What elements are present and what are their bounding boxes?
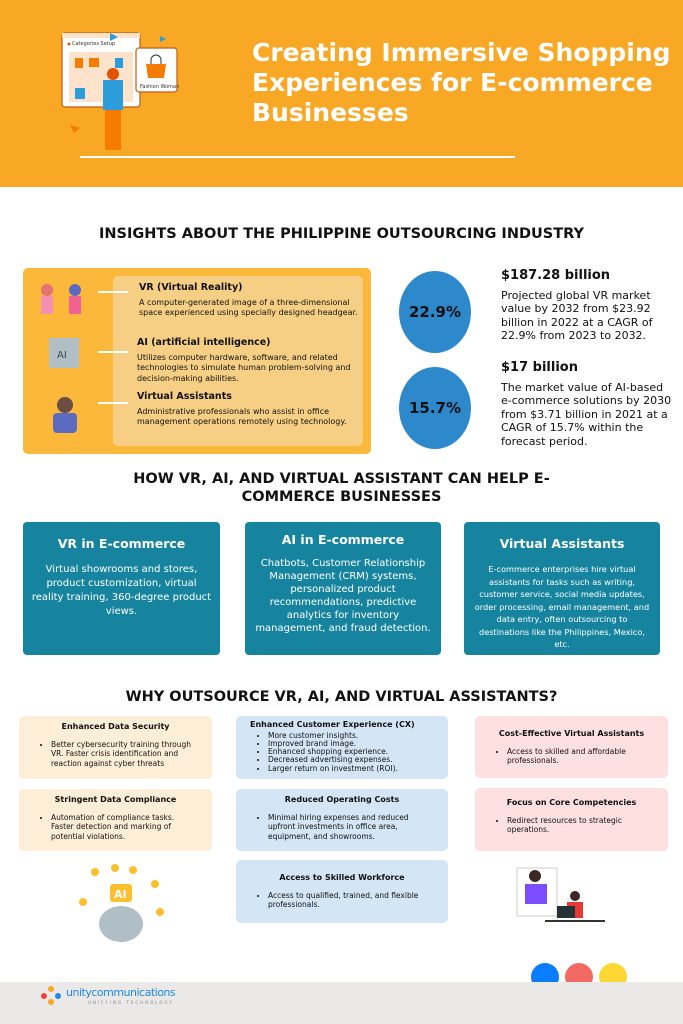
card-vr: VR in E-commerce Virtual showrooms and stores, product customization, virtual reality training, 360-degree product views. bbox=[23, 522, 220, 655]
illustration-card-label: Fashion Woman bbox=[140, 84, 180, 90]
divider bbox=[80, 156, 515, 158]
connector bbox=[98, 291, 128, 293]
stat-ai: $17 billion The market value of AI-based e-commerce solutions by 2030 from $3.71 billion in 2021 at a CAGR of 15.7% within the forecast period. bbox=[501, 360, 672, 448]
logo-icon bbox=[40, 984, 62, 1006]
stat-circle-vr: 22.9% bbox=[399, 271, 471, 353]
svg-text:AI: AI bbox=[114, 888, 127, 901]
stat-vr: $187.28 billion Projected global VR market value by 2032 from $23.92 billion in 2022 at a CAGR of 22.9% from 2023 to 2032. bbox=[501, 268, 653, 342]
tech-illustrations bbox=[35, 280, 95, 440]
illustration-window-label: Categories Setup bbox=[72, 41, 116, 47]
definition-vr: VR (Virtual Reality) A computer-generated image of a three-dimensional space experienced using specially designed headgear. bbox=[139, 282, 358, 317]
logo-tagline: UNIFYING TECHNOLOGY bbox=[88, 1000, 174, 1005]
help-heading: HOW VR, AI, AND VIRTUAL ASSISTANT CAN HELP E-COMMERCE BUSINESSES bbox=[133, 471, 550, 505]
stat-circle-ai: 15.7% bbox=[399, 367, 471, 449]
connector bbox=[98, 402, 128, 404]
footer bbox=[0, 982, 683, 1024]
logo-text: unitycommunications bbox=[66, 986, 176, 999]
why-heading: WHY OUTSOURCE VR, AI, AND VIRTUAL ASSISTANTS? bbox=[125, 689, 558, 705]
connector bbox=[98, 351, 128, 353]
box-skilled-workforce: Access to Skilled Workforce • Access to qualified, trained, and flexible professionals. bbox=[236, 860, 448, 923]
box-cost-effective-va: Cost-Effective Virtual Assistants • Access to skilled and affordable professionals. bbox=[475, 716, 668, 778]
box-core-competencies: Focus on Core Competencies • Redirect resources to strategic operations. bbox=[475, 788, 668, 851]
insights-heading: INSIGHTS ABOUT THE PHILIPPINE OUTSOURCING INDUSTRY bbox=[99, 226, 584, 242]
box-customer-experience: Enhanced Customer Experience (CX) • More customer insights. • Improved brand image. • Enhanced shopping experience. • Decreased advertising expenses. • Larger return on investment (ROI). bbox=[236, 716, 448, 779]
svg-text:AI: AI bbox=[57, 350, 67, 361]
virtual-assistant-illustration bbox=[515, 866, 625, 941]
box-data-security: Enhanced Data Security • Better cybersecurity training through VR. Faster crisis identification and reaction against cyber threats bbox=[19, 716, 212, 779]
card-ai: AI in E-commerce Chatbots, Customer Relationship Management (CRM) systems, personalized product recommendations, predictive analytics for inventory management, and fraud detection. bbox=[245, 522, 441, 655]
shopping-illustration bbox=[55, 30, 185, 155]
box-operating-costs: Reduced Operating Costs • Minimal hiring expenses and reduced upfront investments in office area, equipment, and showrooms. bbox=[236, 789, 448, 851]
page-title: Creating Immersive Shopping Experiences for E-commerce Businesses bbox=[252, 38, 671, 127]
card-va: Virtual Assistants E-commerce enterprises hire virtual assistants for tasks such as writing, customer service, social media updates, order processing, email management, and data entry, often outsourcing to destinations like the Philippines, Mexico, etc. bbox=[464, 522, 660, 655]
definition-va: Virtual Assistants Administrative professionals who assist in office management operations remotely using technology. bbox=[137, 391, 347, 426]
ai-head-illustration bbox=[75, 862, 170, 942]
box-data-compliance: Stringent Data Compliance • Automation of compliance tasks. Faster detection and marking of potential violations. bbox=[19, 789, 212, 851]
definition-ai: AI (artificial intelligence) Utilizes computer hardware, software, and related technologies to simulate human problem-solving and decision-making abilities. bbox=[137, 337, 351, 383]
